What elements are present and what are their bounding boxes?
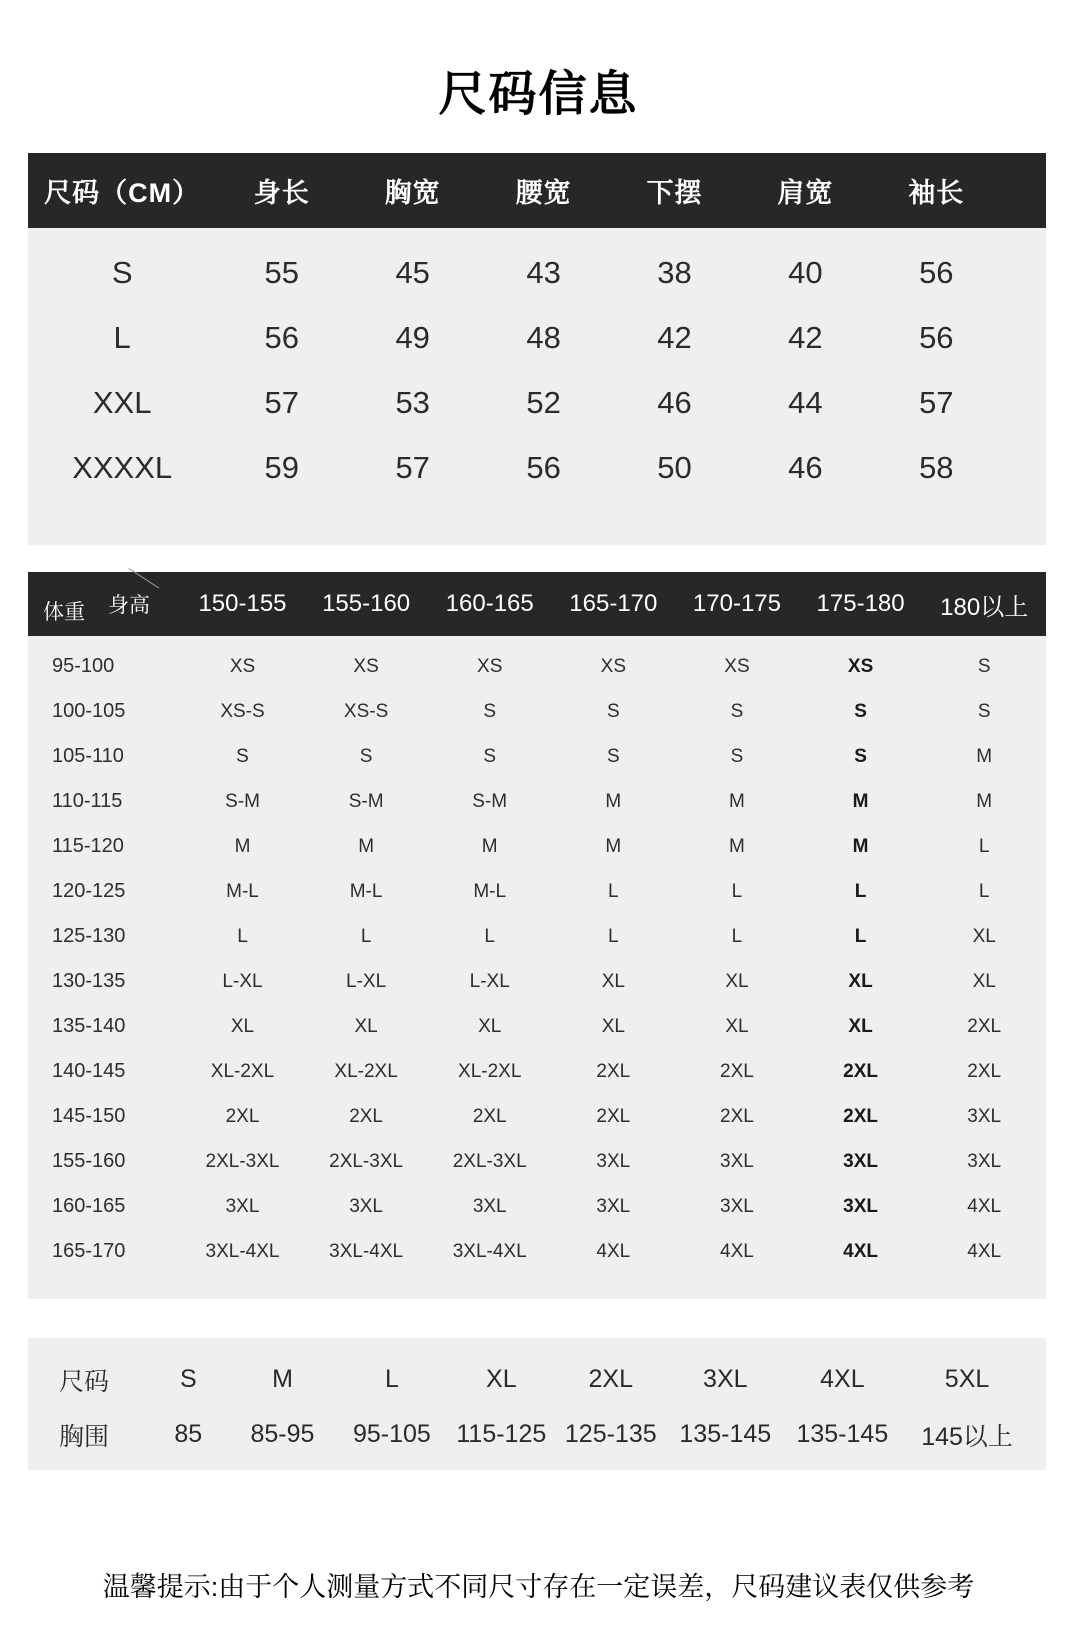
- chest-size-cell: 5XL: [944, 1365, 990, 1393]
- weight-row-label: 130-135: [52, 970, 126, 992]
- weight-row-label: 105-110: [52, 745, 124, 767]
- size-recommendation-cell: 2XL: [596, 1060, 631, 1082]
- garment-value-cell: 56: [264, 319, 300, 355]
- size-recommendation-cell: L: [608, 880, 619, 902]
- size-recommendation-cell: 2XL-3XL: [452, 1150, 527, 1172]
- garment-column-header: 腰宽: [515, 178, 572, 208]
- size-recommendation-cell: XL: [848, 1015, 873, 1037]
- size-recommendation-cell: 4XL: [967, 1240, 1002, 1262]
- size-recommendation-cell: XS-S: [343, 700, 389, 722]
- size-recommendation-cell: S: [977, 700, 991, 722]
- garment-row-label: L: [113, 319, 131, 355]
- chest-size-table: [28, 1338, 1046, 1470]
- size-recommendation-cell: M: [852, 835, 869, 857]
- size-recommendation-cell: 4XL: [720, 1240, 754, 1262]
- size-recommendation-cell: M: [358, 835, 375, 857]
- garment-value-cell: 57: [395, 449, 430, 485]
- height-axis-label: 身高: [108, 594, 150, 617]
- size-recommendation-cell: XL: [601, 1015, 625, 1037]
- weight-row-label: 155-160: [52, 1150, 126, 1172]
- size-recommendation-cell: XS: [847, 655, 874, 677]
- garment-value-cell: 56: [919, 319, 954, 355]
- garment-size-table: [28, 153, 1046, 545]
- garment-value-cell: 42: [657, 319, 692, 355]
- size-recommendation-cell: L: [854, 880, 867, 902]
- garment-value-cell: 53: [395, 384, 430, 420]
- size-recommendation-cell: M-L: [349, 880, 383, 902]
- size-recommendation-cell: M: [605, 790, 622, 812]
- chest-size-cell: 4XL: [820, 1365, 865, 1393]
- garment-value-cell: 57: [264, 384, 300, 420]
- weight-row-label: 135-140: [52, 1015, 126, 1037]
- size-recommendation-cell: S-M: [348, 790, 384, 812]
- size-recommendation-cell: XS: [229, 655, 256, 677]
- chest-girth-cell: 115-125: [456, 1420, 547, 1448]
- size-recommendation-cell: XL: [230, 1015, 255, 1037]
- weight-row-label: 125-130: [52, 925, 126, 947]
- size-recommendation-cell: XS-S: [220, 700, 265, 722]
- diagonal-divider-line: [128, 568, 159, 588]
- size-recommendation-cell: M: [481, 835, 498, 857]
- garment-column-header: 尺码（CM）: [44, 178, 201, 208]
- garment-value-cell: 59: [264, 449, 300, 485]
- size-recommendation-cell: L: [978, 880, 990, 902]
- size-recommendation-cell: XL: [972, 970, 996, 992]
- size-recommendation-cell: XL: [354, 1015, 378, 1037]
- size-recommendation-cell: L: [608, 925, 619, 947]
- size-recommendation-cell: 2XL: [843, 1105, 878, 1127]
- size-recommendation-cell: 3XL: [225, 1195, 260, 1217]
- chest-size-cell: L: [384, 1365, 399, 1393]
- chest-girth-cell: 135-145: [679, 1420, 772, 1448]
- size-recommendation-cell: 3XL: [596, 1150, 631, 1172]
- size-recommendation-cell: 2XL: [843, 1060, 878, 1082]
- garment-value-cell: 38: [657, 254, 692, 290]
- garment-value-cell: 56: [919, 254, 954, 290]
- chest-size-cell: S: [179, 1365, 197, 1393]
- garment-value-cell: 57: [919, 384, 954, 420]
- size-recommendation-cell: 3XL-4XL: [452, 1240, 527, 1262]
- weight-row-label: 120-125: [52, 880, 126, 902]
- chest-girth-cell: 145以上: [921, 1422, 1013, 1451]
- garment-table-header: [28, 153, 1046, 228]
- size-recommendation-cell: 2XL: [967, 1015, 1002, 1037]
- size-recommendation-cell: L: [731, 925, 743, 947]
- size-recommendation-cell: 2XL: [596, 1105, 631, 1127]
- weight-row-label: 165-170: [52, 1240, 126, 1262]
- weight-axis-label: 体重: [43, 601, 85, 624]
- height-weight-table: [28, 572, 1046, 1299]
- size-recommendation-cell: L-XL: [346, 970, 387, 992]
- chest-girth-cell: 125-135: [564, 1420, 657, 1448]
- garment-value-cell: 43: [526, 254, 561, 290]
- size-recommendation-cell: S: [606, 700, 620, 722]
- garment-value-cell: 48: [526, 319, 561, 355]
- size-recommendation-cell: XL-2XL: [334, 1060, 398, 1082]
- garment-value-cell: 50: [657, 449, 692, 485]
- size-recommendation-cell: 4XL: [596, 1240, 631, 1262]
- garment-column-header: 下摆: [646, 178, 703, 208]
- size-recommendation-cell: 4XL: [967, 1195, 1002, 1217]
- garment-table-body: [28, 228, 1046, 545]
- size-recommendation-cell: M-L: [226, 880, 259, 902]
- size-recommendation-cell: 3XL: [720, 1150, 754, 1172]
- size-recommendation-cell: 3XL: [967, 1105, 1002, 1127]
- garment-column-header: 肩宽: [777, 178, 834, 208]
- size-recommendation-cell: L-XL: [222, 970, 263, 992]
- height-column-header: 150-155: [198, 590, 287, 617]
- size-recommendation-cell: XL: [972, 925, 996, 947]
- height-weight-body: [28, 636, 1046, 1299]
- garment-column-header: 胸宽: [384, 178, 441, 208]
- height-columns: [28, 572, 1046, 636]
- size-recommendation-cell: 2XL: [349, 1105, 383, 1127]
- size-recommendation-cell: S: [977, 655, 991, 677]
- garment-value-cell: 52: [526, 384, 561, 420]
- size-recommendation-cell: L: [484, 925, 495, 947]
- size-recommendation-cell: 3XL: [967, 1150, 1002, 1172]
- chest-size-row-label: 尺码: [58, 1367, 109, 1396]
- size-recommendation-cell: S: [730, 745, 744, 767]
- size-recommendation-cell: 2XL-3XL: [205, 1150, 280, 1172]
- size-recommendation-cell: XL: [848, 970, 873, 992]
- garment-row-label: XXL: [92, 384, 152, 420]
- size-recommendation-cell: 3XL: [843, 1150, 878, 1172]
- chest-girth-cell: 95-105: [352, 1420, 431, 1448]
- corner-cell: [28, 572, 181, 636]
- footnote: 温馨提示:由于个人测量方式不同尺寸存在一定误差，尺码建议表仅供参考: [102, 1572, 975, 1602]
- size-recommendation-cell: XL: [725, 1015, 749, 1037]
- size-recommendation-cell: 2XL: [720, 1105, 754, 1127]
- chest-girth-row-label: 胸围: [58, 1422, 109, 1451]
- chest-girth-cell: 135-145: [796, 1420, 889, 1448]
- size-recommendation-cell: S: [730, 700, 744, 722]
- garment-value-cell: 42: [788, 319, 823, 355]
- garment-value-cell: 55: [264, 254, 300, 290]
- size-recommendation-cell: 3XL-4XL: [205, 1240, 280, 1262]
- size-recommendation-cell: L: [978, 835, 990, 857]
- chest-size-cell: XL: [486, 1365, 517, 1393]
- garment-row-label: XXXXL: [72, 449, 173, 485]
- garment-value-cell: 56: [526, 449, 561, 485]
- size-recommendation-cell: 3XL: [596, 1195, 631, 1217]
- height-column-header: 175-180: [816, 590, 905, 617]
- size-recommendation-cell: 3XL: [720, 1195, 754, 1217]
- size-recommendation-cell: S: [483, 745, 497, 767]
- size-recommendation-cell: M: [234, 835, 251, 857]
- size-recommendation-cell: XS: [724, 655, 750, 677]
- garment-value-cell: 58: [919, 449, 954, 485]
- height-column-header: 180以上: [940, 593, 1029, 621]
- size-recommendation-cell: 2XL: [720, 1060, 754, 1082]
- size-recommendation-cell: S-M: [472, 790, 508, 812]
- size-recommendation-cell: S: [236, 745, 249, 767]
- size-recommendation-cell: 2XL: [225, 1105, 260, 1127]
- height-column-header: 155-160: [322, 590, 411, 617]
- size-recommendation-cell: L: [360, 925, 372, 947]
- chest-size-cell: M: [272, 1365, 293, 1393]
- size-recommendation-cell: XL: [478, 1015, 502, 1037]
- weight-row-label: 115-120: [52, 835, 124, 857]
- size-recommendation-cell: M: [605, 835, 622, 857]
- garment-value-cell: 45: [395, 254, 430, 290]
- size-recommendation-cell: S-M: [225, 790, 260, 812]
- garment-column-header: 袖长: [908, 178, 965, 208]
- size-recommendation-cell: M: [729, 790, 745, 812]
- size-recommendation-cell: 3XL: [472, 1195, 507, 1217]
- garment-value-cell: 49: [395, 319, 430, 355]
- size-recommendation-cell: S: [854, 700, 867, 722]
- size-recommendation-cell: XL: [601, 970, 625, 992]
- size-recommendation-cell: XS: [353, 655, 379, 677]
- size-recommendation-cell: XL: [725, 970, 749, 992]
- size-recommendation-cell: L: [237, 925, 248, 947]
- garment-column-header: 身长: [253, 178, 310, 208]
- weight-row-label: 140-145: [52, 1060, 126, 1082]
- size-recommendation-cell: 2XL: [472, 1105, 507, 1127]
- size-recommendation-cell: XL-2XL: [210, 1060, 275, 1082]
- page-title: 尺码信息: [438, 68, 639, 121]
- size-recommendation-cell: 2XL: [967, 1060, 1002, 1082]
- garment-value-cell: 46: [657, 384, 692, 420]
- size-recommendation-cell: XL-2XL: [458, 1060, 522, 1082]
- size-recommendation-cell: M: [729, 835, 745, 857]
- size-recommendation-cell: 3XL: [843, 1195, 878, 1217]
- size-recommendation-cell: M: [976, 790, 993, 812]
- size-recommendation-cell: XS: [600, 655, 627, 677]
- size-recommendation-cell: S: [854, 745, 867, 767]
- size-recommendation-cell: 3XL: [349, 1195, 383, 1217]
- weight-row-label: 145-150: [52, 1105, 126, 1127]
- garment-value-cell: 44: [788, 384, 823, 420]
- height-column-header: 160-165: [445, 590, 534, 617]
- size-recommendation-cell: 2XL-3XL: [329, 1150, 404, 1172]
- weight-row-label: 100-105: [52, 700, 126, 722]
- chest-girth-cell: 85: [174, 1420, 203, 1448]
- height-column-header: 165-170: [569, 590, 658, 617]
- size-recommendation-cell: XS: [477, 655, 503, 677]
- chest-size-cell: 2XL: [588, 1365, 633, 1393]
- weight-row-label: 95-100: [52, 655, 115, 677]
- garment-value-cell: 46: [788, 449, 823, 485]
- chest-size-cell: 3XL: [703, 1365, 748, 1393]
- size-recommendation-cell: L-XL: [469, 970, 510, 992]
- height-column-header: 170-175: [692, 590, 781, 617]
- size-recommendation-cell: 3XL-4XL: [329, 1240, 404, 1262]
- size-recommendation-cell: L: [854, 925, 867, 947]
- size-recommendation-cell: M-L: [473, 880, 507, 902]
- size-recommendation-cell: S: [483, 700, 497, 722]
- weight-row-label: 160-165: [52, 1195, 126, 1217]
- size-recommendation-cell: S: [359, 745, 373, 767]
- size-recommendation-cell: L: [731, 880, 743, 902]
- chest-girth-cell: 85-95: [250, 1420, 315, 1448]
- size-recommendation-cell: S: [606, 745, 620, 767]
- size-recommendation-cell: M: [976, 745, 993, 767]
- garment-row-label: S: [111, 254, 133, 290]
- garment-value-cell: 40: [788, 254, 823, 290]
- weight-row-label: 110-115: [52, 790, 123, 812]
- size-recommendation-cell: M: [852, 790, 869, 812]
- size-recommendation-cell: 4XL: [843, 1240, 878, 1262]
